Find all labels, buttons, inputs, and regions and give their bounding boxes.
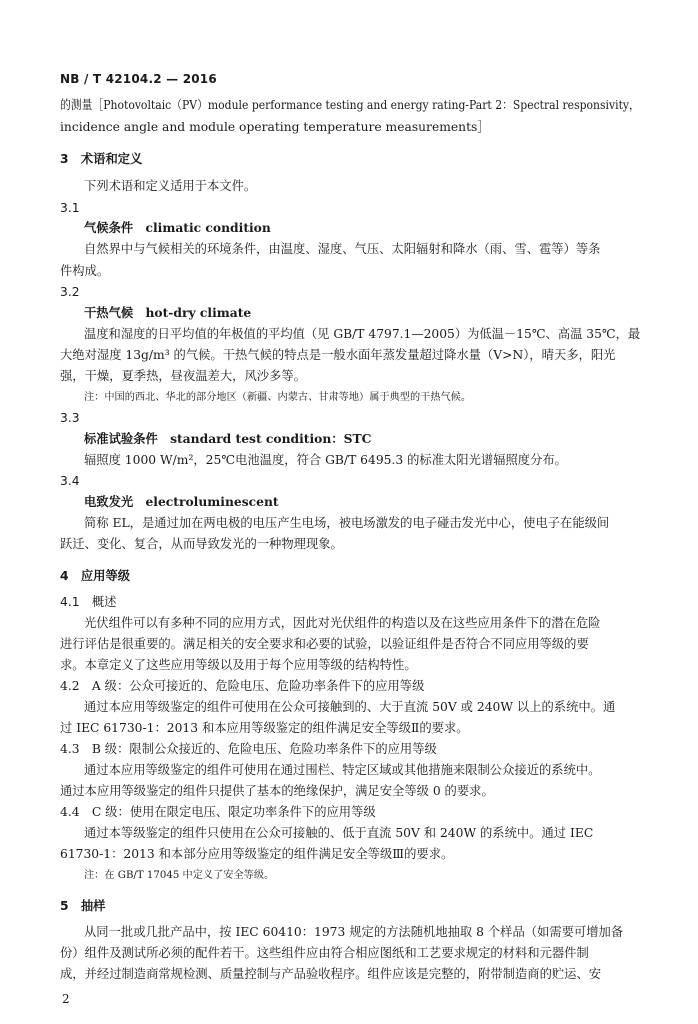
term-3-3-text-1: 辐照度 1000 W/m²，25℃电池温度，符合 GB/T 6495.3 的标准太阳光谱辐照度分布。	[84, 453, 567, 467]
section-4-3-text-1: 通过本应用等级鉴定的组件可使用在通过围栏、特定区域或其他措施来限制公众接近的系统中。	[84, 763, 601, 777]
section-3-lead: 下列术语和定义适用于本文件。	[84, 179, 257, 193]
term-3-2-text-3: 强，干燥，夏季热，昼夜温差大，风沙多等。	[60, 369, 306, 383]
section-5-text-3: 成，并经过制造商常规检测、质量控制与产品验收程序。组件应该是完整的，附带制造商的贮运、安	[60, 967, 602, 981]
standard-header: NB / T 42104.2 — 2016	[60, 72, 217, 86]
term-3-1-title: 气候条件 climatic condition	[84, 220, 271, 235]
section-4-1-title: 4.1 概述	[60, 595, 117, 609]
term-3-4-number: 3.4	[60, 474, 80, 488]
term-3-2-title: 干热气候 hot-dry climate	[84, 305, 252, 320]
section-5-text-2: 份）组件及测试所必须的配件若干。这些组件应由符合相应图纸和工艺要求规定的材料和元器件制	[60, 946, 589, 960]
section-4-1-text-3: 求。本章定义了这些应用等级以及用于每个应用等级的结构特性。	[60, 658, 417, 672]
section-4-2-title: 4.2 A 级：公众可接近的、危险电压、危险功率条件下的应用等级	[60, 679, 425, 693]
term-3-1-number: 3.1	[60, 201, 80, 215]
term-3-3-title: 标准试验条件 standard test condition：STC	[84, 431, 372, 446]
section-4-heading: 4 应用等级	[60, 569, 131, 583]
section-4-2-text-1: 通过本应用等级鉴定的组件可使用在公众可接触到的、大于直流 50V 或 240W 以上的系统中。通	[84, 700, 616, 714]
term-3-4-title: 电致发光 electroluminescent	[84, 494, 279, 509]
section-4-2-text-2: 过 IEC 61730-1：2013 和本应用等级鉴定的组件满足安全等级Ⅱ的要求。	[60, 721, 469, 735]
intro-line-1: 的测量［Photovoltaic（PV）module performance testing and energy rating-Part 2：Spectral responsivity，	[60, 98, 640, 112]
page-number: 2	[62, 992, 70, 1006]
term-3-2-note: 注：中国的西北、华北的部分地区（新疆、内蒙古、甘肃等地）属于典型的干热气候。	[84, 392, 472, 403]
intro-line-2: incidence angle and module operating temperature measurements］	[60, 120, 490, 134]
term-3-1-text-1: 自然界中与气候相关的环境条件，由温度、湿度、气压、太阳辐射和降水（雨、雪、雹等）等条	[84, 242, 601, 256]
section-5-heading: 5 抽样	[60, 899, 106, 913]
term-3-2-number: 3.2	[60, 285, 80, 299]
section-4-3-title: 4.3 B 级：限制公众接近的、危险电压、危险功率条件下的应用等级	[60, 742, 437, 756]
term-3-2-text-1: 温度和湿度的日平均值的年极值的平均值（见 GB/T 4797.1—2005）为低温－15℃、高温 35℃，最	[84, 327, 641, 341]
section-4-3-text-2: 通过本应用等级鉴定的组件只提供了基本的绝缘保护，满足安全等级 0 的要求。	[60, 784, 494, 798]
section-4-1-text-2: 进行评估是很重要的。满足相关的安全要求和必要的试验，以验证组件是否符合不同应用等级的要	[60, 637, 589, 651]
section-4-4-note: 注：在 GB/T 17045 中定义了安全等级。	[84, 870, 275, 881]
section-4-4-text-2: 61730-1：2013 和本部分应用等级鉴定的组件满足安全等级Ⅲ的要求。	[60, 847, 454, 861]
section-3-heading: 3 术语和定义	[60, 152, 143, 166]
term-3-1-text-2: 件构成。	[60, 264, 110, 278]
section-4-1-text-1: 光伏组件可以有多种不同的应用方式，因此对光伏组件的构造以及在这些应用条件下的潜在危险	[84, 616, 601, 630]
term-3-4-text-2: 跃迁、变化、复合，从而导致发光的一种物理现象。	[60, 537, 343, 551]
section-5-text-1: 从同一批或几批产品中，按 IEC 60410：1973 规定的方法随机地抽取 8 个样品（如需要可增加备	[84, 925, 624, 939]
term-3-2-text-2: 大绝对湿度 13g/m³ 的气候。干热气候的特点是一般水面年蒸发量超过降水量（V>N），晴天多，阳光	[60, 348, 616, 362]
term-3-3-number: 3.3	[60, 411, 80, 425]
term-3-4-text-1: 简称 EL，是通过加在两电极的电压产生电场，被电场激发的电子碰击发光中心，使电子在能级间	[84, 516, 610, 530]
section-4-4-title: 4.4 C 级：使用在限定电压、限定功率条件下的应用等级	[60, 805, 376, 819]
section-4-4-text-1: 通过本等级鉴定的组件只使用在公众可接触的、低于直流 50V 和 240W 的系统中。通过 IEC	[84, 826, 594, 840]
